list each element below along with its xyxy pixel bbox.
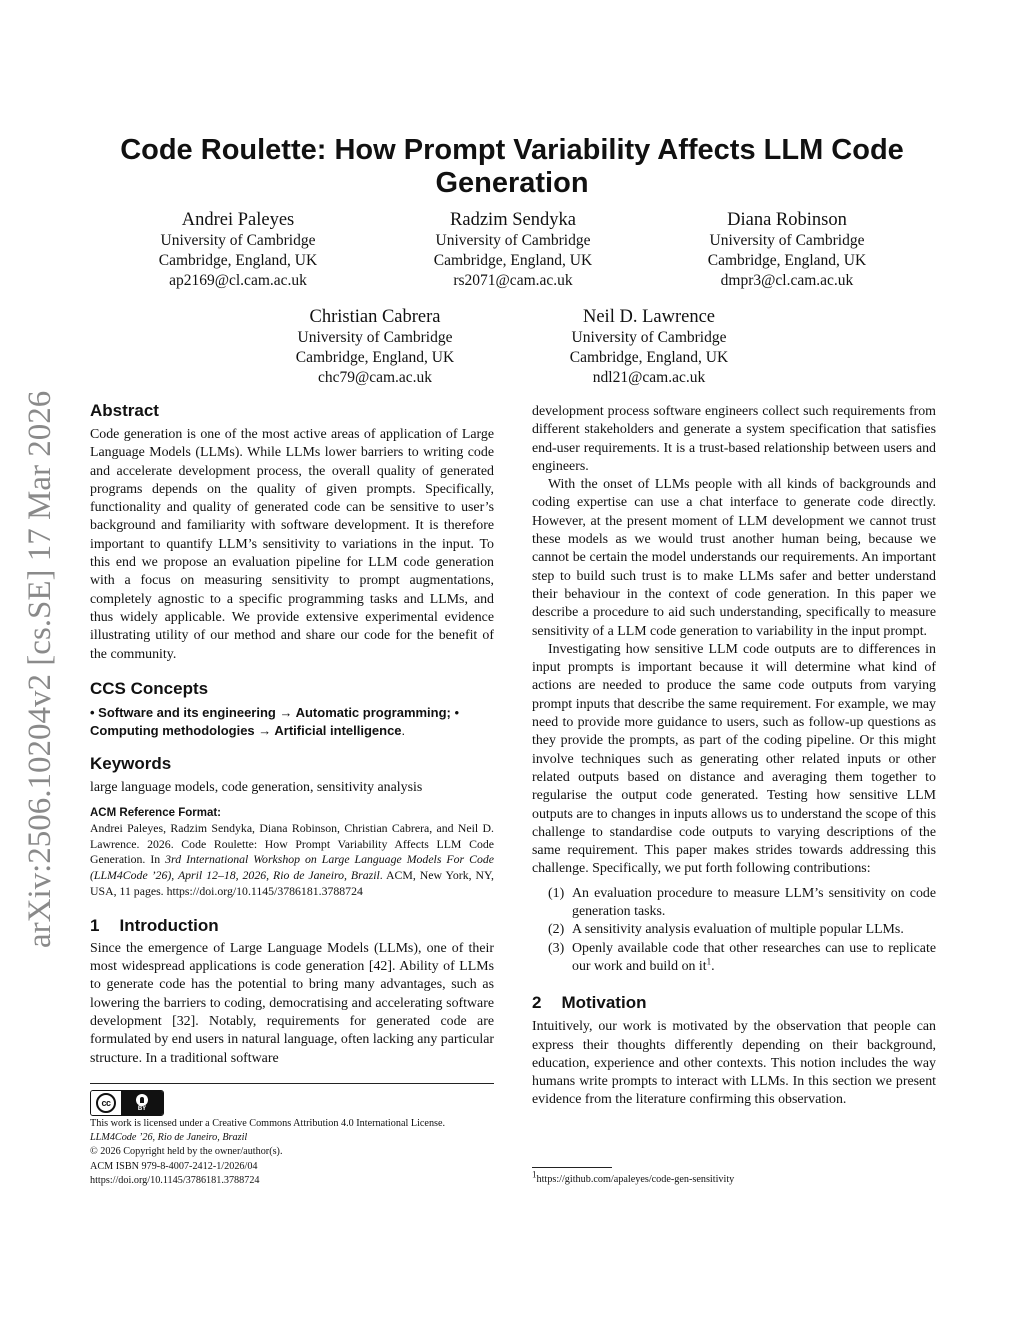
paragraph: With the onset of LLMs people with all kinds of backgrounds and coding expertise can use a chat interface to generate code directly. However, at the present moment of LLM development we cannot trust these models as we would trust another human being, because we cannot be certain the model understands our requirements. An important step to build such trust is to make LLMs safer and better understand their behaviour in the context of code generation. In this paper we describe a procedure to aid such understanding, specifically to measure sensitivity of a LLM code generation to variability in the input prompt. (532, 477, 936, 639)
list-text (572, 940, 936, 977)
paper-title: Code Roulette: How Prompt Variability Affects LLM Code Generation (120, 134, 904, 199)
author-affiliation: University of Cambridge (571, 329, 727, 346)
keywords-text: large language models, code generation, sensitivity analysis (90, 780, 423, 796)
list-item (532, 940, 936, 977)
section-number: 2 (532, 993, 542, 1013)
person-icon (136, 1094, 148, 1106)
list-item (532, 885, 936, 922)
doi-link[interactable]: https://doi.org/10.1145/3786181.3788724 (90, 1174, 260, 1186)
author-email[interactable]: rs2071@cam.ac.uk (453, 272, 573, 289)
author-location: Cambridge, England, UK (158, 252, 318, 269)
isbn-line: ACM ISBN 979-8-4007-2412-1/2026/04 (90, 1160, 258, 1172)
author-location: Cambridge, England, UK (707, 252, 867, 269)
copyright-line: © 2026 Copyright held by the owner/author(s). (90, 1146, 283, 1158)
cc-logo (91, 1091, 121, 1115)
abstract-heading: Abstract (90, 401, 159, 420)
author-name: Neil D. Lawrence (582, 307, 715, 327)
section-number: 1 (90, 915, 100, 935)
author-location: Cambridge, England, UK (433, 252, 593, 269)
author-block (383, 209, 643, 291)
intro-text: Since the emergence of Large Language Models (LLMs), one of their most widespread applications is code generation [42]. Ability of LLMs to generate code has the potential to bring many advantages, such as lowering the barriers to coding, democratising and accelerating software development [32]. Notably, requirements for generated code are formulated by end users in natural language, often lacking any particular structure. In a traditional software (90, 940, 494, 1066)
footnote-mark: 1 (532, 1169, 537, 1180)
author-affiliation: University of Cambridge (297, 329, 453, 346)
list-text-body: Openly available code that other researches can use to replicate our work and build on it (572, 940, 936, 974)
license-block (90, 1117, 510, 1188)
list-number: (2) (548, 922, 565, 938)
section-title: Motivation (561, 993, 647, 1013)
footnote-ref[interactable]: 1 (706, 956, 712, 967)
author-affiliation: University of Cambridge (709, 232, 865, 249)
author-email[interactable]: ndl21@cam.ac.uk (592, 369, 706, 386)
author-name: Radzim Sendyka (450, 210, 576, 230)
cc-icon: cc (96, 1093, 116, 1113)
author-location: Cambridge, England, UK (295, 349, 455, 366)
author-block (519, 306, 779, 388)
keywords-heading: Keywords (90, 754, 172, 774)
section-title: Introduction (119, 915, 219, 935)
author-location: Cambridge, England, UK (569, 349, 729, 366)
author-name: Andrei Paleyes (181, 210, 295, 230)
conference-line: LLM4Code ’26, Rio de Janeiro, Brazil (90, 1132, 248, 1144)
footnote-link[interactable]: https://github.com/apaleyes/code-gen-sensitivity (536, 1174, 735, 1185)
acm-ref-venue: 3rd International Workshop on Large Language Models For Code (LLM4Code ’26), April 12–18, 2026, Rio de Janeiro, Brazil (90, 852, 494, 883)
abstract-text: Code generation is one of the most active areas of application of Large Language Models (LLMs). While LLMs lower barriers to writing code and accelerate development process, the overall quality of generated programs depends on the quality of given prompts. Specifically, functionality and quality of generated code can be sensitive to user’s background and familiarity with software development. It is therefore important to quantify LLM’s sensitivity to variations in the input. To this end we propose an evaluation pipeline for LLM code generation with a focus on measuring sensitivity to prompt augmentations, completely agnostic to a specific programming tasks and LLMs, and thus widely applicable. We provide extensive experimental evidence illustrating utility of our method and share our code for the benefit of the community. (90, 427, 494, 662)
ccs-item: • Software and its engineering → Automatic programming; (90, 704, 451, 720)
list-text: An evaluation procedure to measure LLM’s sensitivity on code generation tasks. (572, 885, 936, 920)
by-label: BY (137, 1105, 147, 1112)
acm-ref-text (90, 821, 494, 900)
list-number: (3) (548, 940, 565, 956)
author-name: Christian Cabrera (309, 307, 441, 327)
cc-by-badge[interactable] (90, 1090, 164, 1116)
author-affiliation: University of Cambridge (160, 232, 316, 249)
acm-ref-tail[interactable]: . ACM, New York, NY, USA, 11 pages. https://doi.org/10.1145/3786181.3788724 (90, 868, 494, 898)
contributions-list (532, 885, 936, 976)
author-email[interactable]: chc79@cam.ac.uk (317, 369, 433, 386)
motivation-heading (532, 992, 936, 1014)
license-rule (90, 1083, 494, 1084)
author-block (245, 306, 505, 388)
ccs-heading: CCS Concepts (90, 678, 209, 698)
footnote (532, 1169, 936, 1187)
ccs-concepts (90, 704, 494, 741)
footnote-rule (532, 1167, 612, 1168)
ccs-end: . (401, 723, 406, 739)
list-text: A sensitivity analysis evaluation of multiple popular LLMs. (572, 922, 904, 938)
author-email[interactable]: dmpr3@cl.cam.ac.uk (720, 272, 854, 289)
ccs-separator: • (450, 704, 460, 720)
paragraph: Investigating how sensitive LLM code outputs are to differences in input prompts is important because it will determine what kind of actions are needed to produce the same code outputs from varying prompt inputs that describe the same requirement. For example, we may need to provide more guidance to users, such as follow-up questions as they provide the prompts, as part of the coding pipeline. Or this might involve techniques such as generating other related inputs or other related outputs based on distance and averaging them together to regularise the output code generated. Testing how sensitive LLM outputs are to changes in inputs allows us to understand the scope of this challenge to standardise code outputs to varying descriptions of the same requirement. This paper makes strides towards addressing this challenge. Specifically, we put forth following contributions: (532, 641, 936, 877)
by-section (121, 1091, 163, 1115)
motivation-text: Intuitively, our work is motivated by the observation that people can express their thoughts differently depending on their background, education, experience and other contexts. This notion includes the way humans write prompts to interact with LLMs. In this section we present evidence from the literature confirming this observation. (532, 1019, 936, 1108)
left-column (90, 400, 494, 1068)
list-number: (1) (548, 885, 565, 901)
author-block (108, 209, 368, 291)
acm-ref-heading: ACM Reference Format: (90, 806, 221, 819)
license-line: This work is licensed under a Creative Commons Attribution 4.0 International License. (90, 1118, 446, 1129)
intro-heading (90, 915, 494, 937)
arxiv-stamp: arXiv:2506.10204v2 [cs.SE] 17 Mar 2026 (22, 390, 58, 948)
acm-ref-authors: Andrei Paleyes, Radzim Sendyka, Diana Robinson, Christian Cabrera, and Neil D. Lawrence. 2026. Code Roulette: How Prompt Variability Affects LLM Code Generation. In (90, 820, 494, 867)
author-affiliation: University of Cambridge (435, 232, 591, 249)
author-block (657, 209, 917, 291)
right-column (532, 403, 936, 1110)
list-item (532, 921, 936, 939)
author-name: Diana Robinson (727, 210, 847, 230)
author-email[interactable]: ap2169@cl.cam.ac.uk (169, 272, 307, 289)
paragraph: development process software engineers collect such requirements from different stakeholders and generate a system specification that satisfies end-user requirements. It is a trust-based relationship between users and engineers. (532, 404, 936, 474)
ccs-item: Computing methodologies → Artificial intelligence (90, 723, 402, 739)
list-text-end: . (711, 958, 715, 974)
